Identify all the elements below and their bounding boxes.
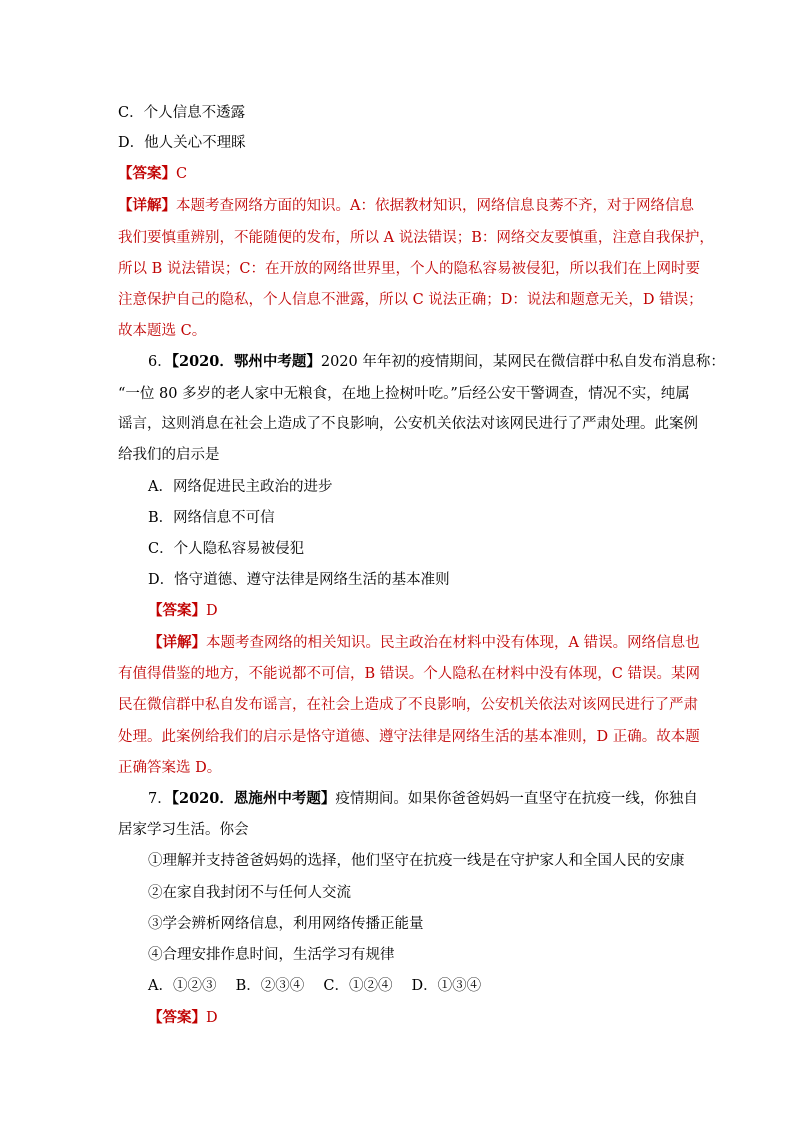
- detail-line: 注意保护自己的隐私，个人信息不泄露，所以 C 说法正确；D：说法和题意无关，D 错误；: [118, 292, 703, 308]
- option-a: A．网络促进民主政治的进步: [148, 479, 333, 495]
- detail-line: 处理。此案例给我们的启示是恪守道德、遵守法律是网络生活的基本准则，D 正确。故本题: [118, 729, 700, 745]
- question-6-stem-line: 给我们的启示是: [118, 447, 220, 463]
- detail-line: [148, 633, 700, 653]
- option-c: C．个人隐私容易被侵犯: [148, 541, 305, 557]
- answer-value: C: [176, 166, 188, 182]
- stem-text: 疫情期间。如果你爸爸妈妈一直坚守在抗疫一线，你独自: [335, 791, 698, 807]
- answer-tag: 【答案】: [148, 602, 206, 619]
- answer-value: D: [206, 603, 218, 619]
- list-item: ④合理安排作息时间，生活学习有规律: [148, 947, 395, 963]
- question-number: 6．: [148, 354, 172, 370]
- answer-tag: 【答案】: [148, 1009, 206, 1026]
- detail-text: 本题考查网络方面的知识。A：依据教材知识，网络信息良莠不齐，对于网络信息: [176, 198, 694, 214]
- option-b: B．网络信息不可信: [148, 510, 275, 526]
- detail-line: 民在微信群中私自发布谣言，在社会上造成了不良影响，公安机关依法对该网民进行了严肃: [118, 697, 698, 713]
- detail-text: 本题考查网络的相关知识。民主政治在材料中没有体现，A 错误。网络信息也: [206, 635, 700, 651]
- answer-line: [148, 1008, 218, 1028]
- list-item: ②在家自我封闭不与任何人交流: [148, 885, 351, 901]
- choice-options: A．①②③ B．②③④ C．①②④ D．①③④: [148, 978, 482, 994]
- question-6-stem-line: [148, 352, 725, 372]
- option-d: D．恪守道德、遵守法律是网络生活的基本准则: [148, 572, 450, 588]
- answer-line: [148, 601, 218, 621]
- question-7-stem-line: [148, 789, 698, 809]
- question-number: 7．: [148, 791, 172, 807]
- question-source: 【2020．恩施州中考题】: [171, 790, 336, 807]
- option-c-text: C．个人信息不透露: [118, 105, 246, 121]
- detail-line: 所以 B 说法错误；C：在开放的网络世界里，个人的隐私容易被侵犯，所以我们在上网时要: [118, 261, 700, 277]
- detail-line: 故本题选 C。: [118, 323, 207, 339]
- stem-text: 2020 年年初的疫情期间，某网民在微信群中私自发布消息称：: [320, 354, 725, 370]
- list-item: ①理解并支持爸爸妈妈的选择，他们坚守在抗疫一线是在守护家人和全国人民的安康: [148, 853, 685, 869]
- question-source: 【2020．鄂州中考题】: [171, 353, 321, 370]
- answer-value: D: [206, 1010, 218, 1026]
- detail-tag: 【详解】: [118, 197, 176, 214]
- detail-tag: 【详解】: [148, 634, 206, 651]
- detail-line: [118, 196, 694, 216]
- detail-line: 有值得借鉴的地方，不能说都不可信，B 错误。个人隐私在材料中没有体现，C 错误。某网: [118, 666, 700, 682]
- answer-tag: 【答案】: [118, 165, 176, 182]
- question-6-stem-line: “一位 80 多岁的老人家中无粮食，在地上捡树叶吃。”后经公安干警调查，情况不实，纯属: [118, 386, 690, 402]
- option-d-text: D．他人关心不理睬: [118, 135, 246, 151]
- question-7-stem-line: 居家学习生活。你会: [118, 822, 249, 838]
- question-6-stem-line: 谣言，这则消息在社会上造成了不良影响，公安机关依法对该网民进行了严肃处理。此案例: [118, 416, 698, 432]
- detail-line: 我们要慎重辨别，不能随便的发布，所以 A 说法错误；B：网络交友要慎重，注意自我保护，: [118, 230, 714, 246]
- detail-line: 正确答案选 D。: [118, 760, 222, 776]
- list-item: ③学会辨析网络信息，利用网络传播正能量: [148, 916, 424, 932]
- answer-line: [118, 164, 187, 184]
